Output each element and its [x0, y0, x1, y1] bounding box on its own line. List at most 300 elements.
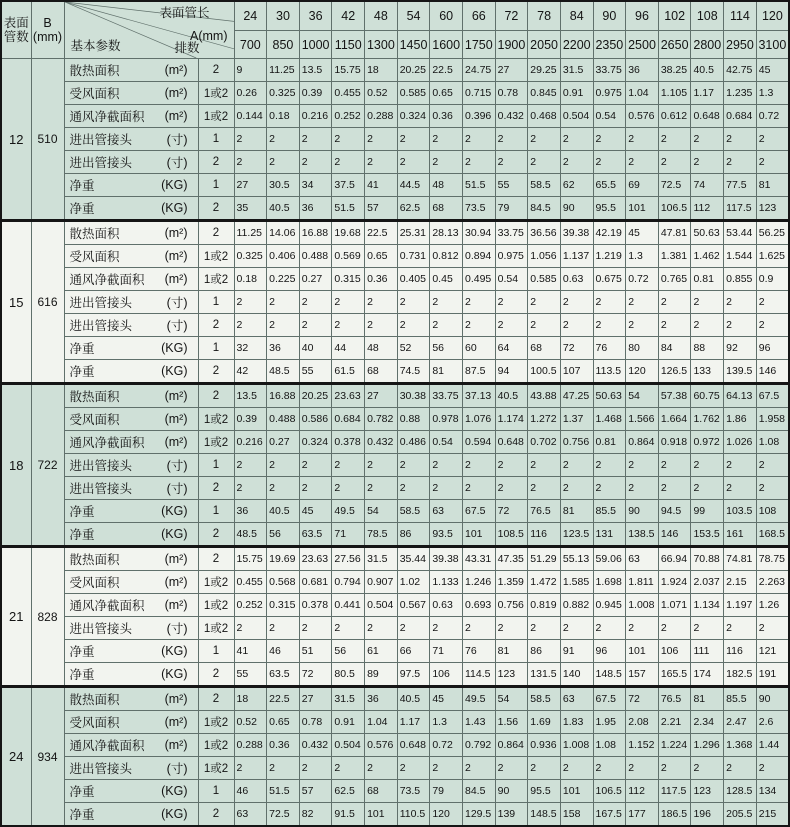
- value-cell: 64: [495, 337, 528, 360]
- value-cell: 2: [234, 757, 267, 780]
- value-cell: 97.5: [397, 663, 430, 687]
- row-rank-cell: 2: [198, 197, 234, 221]
- value-cell: 2.6: [756, 711, 789, 734]
- value-cell: 0.324: [397, 105, 430, 128]
- length-mm-header: 1600: [430, 31, 463, 59]
- value-cell: 2: [267, 454, 300, 477]
- value-cell: 1.076: [462, 408, 495, 431]
- value-cell: 68: [365, 360, 398, 384]
- value-cell: 61.5: [332, 360, 365, 384]
- value-cell: 2: [462, 291, 495, 314]
- param-name: 净重: [69, 785, 95, 799]
- value-cell: 148.5: [528, 803, 561, 827]
- length-mm-header: 1900: [495, 31, 528, 59]
- value-cell: 71: [332, 523, 365, 547]
- value-cell: 1.174: [495, 408, 528, 431]
- param-label-cell: [64, 384, 198, 408]
- param-label-cell: [64, 734, 198, 757]
- param-unit: (KG): [161, 364, 188, 378]
- value-cell: 2: [462, 477, 495, 500]
- value-cell: 27: [365, 384, 398, 408]
- value-cell: 74.5: [397, 360, 430, 384]
- value-cell: 0.488: [299, 245, 332, 268]
- value-cell: 34: [299, 174, 332, 197]
- value-cell: 1.071: [658, 594, 691, 617]
- value-cell: 1.44: [756, 734, 789, 757]
- length-mm-header: 3100: [756, 31, 789, 59]
- param-name: 净重: [69, 505, 95, 519]
- table-row: [1, 291, 789, 314]
- value-cell: 2: [430, 477, 463, 500]
- row-rank-cell: 2: [198, 663, 234, 687]
- value-cell: 36: [299, 197, 332, 221]
- value-cell: 0.731: [397, 245, 430, 268]
- table-body: [1, 59, 789, 827]
- value-cell: 11.25: [234, 221, 267, 245]
- param-unit: (KG): [161, 178, 188, 192]
- value-cell: 2: [332, 757, 365, 780]
- value-cell: 0.455: [234, 571, 267, 594]
- value-cell: 1.134: [691, 594, 724, 617]
- row-rank-cell: 1: [198, 640, 234, 663]
- value-cell: 63.5: [299, 523, 332, 547]
- param-unit: (寸): [166, 319, 188, 333]
- value-cell: 30.5: [267, 174, 300, 197]
- value-cell: 40.5: [267, 500, 300, 523]
- value-cell: 0.81: [691, 268, 724, 291]
- value-cell: 0.72: [626, 268, 659, 291]
- value-cell: 53.44: [724, 221, 757, 245]
- value-cell: 0.432: [365, 431, 398, 454]
- value-cell: 108.5: [495, 523, 528, 547]
- value-cell: 1.197: [724, 594, 757, 617]
- value-cell: 0.45: [430, 268, 463, 291]
- value-cell: 2: [234, 314, 267, 337]
- value-cell: 2.08: [626, 711, 659, 734]
- value-cell: 2: [593, 617, 626, 640]
- value-cell: 0.63: [430, 594, 463, 617]
- value-cell: 47.35: [495, 547, 528, 571]
- value-cell: 0.405: [397, 268, 430, 291]
- value-cell: 161: [724, 523, 757, 547]
- value-cell: 100.5: [528, 360, 561, 384]
- value-cell: 2: [593, 757, 626, 780]
- value-cell: 2: [528, 454, 561, 477]
- value-cell: 36.56: [528, 221, 561, 245]
- value-cell: 60.75: [691, 384, 724, 408]
- value-cell: 42: [234, 360, 267, 384]
- value-cell: 0.702: [528, 431, 561, 454]
- param-unit: (m²): [164, 412, 188, 426]
- value-cell: 72.5: [658, 174, 691, 197]
- value-cell: 123.5: [560, 523, 593, 547]
- table-row: [1, 780, 789, 803]
- value-cell: 1.43: [462, 711, 495, 734]
- param-name: 散热面积: [69, 390, 120, 404]
- value-cell: 67.5: [462, 500, 495, 523]
- value-cell: 128.5: [724, 780, 757, 803]
- value-cell: 0.594: [462, 431, 495, 454]
- value-cell: 84.5: [462, 780, 495, 803]
- value-cell: 1.472: [528, 571, 561, 594]
- value-cell: 2: [299, 454, 332, 477]
- value-cell: 2: [332, 151, 365, 174]
- param-label-cell: [64, 291, 198, 314]
- value-cell: 32: [234, 337, 267, 360]
- value-cell: 0.945: [593, 594, 626, 617]
- value-cell: 2: [724, 757, 757, 780]
- value-cell: 2: [495, 617, 528, 640]
- value-cell: 0.325: [234, 245, 267, 268]
- value-cell: 0.468: [528, 105, 561, 128]
- value-cell: 0.432: [495, 105, 528, 128]
- value-cell: 0.18: [234, 268, 267, 291]
- param-label-cell: [64, 82, 198, 105]
- param-unit: (KG): [161, 807, 188, 821]
- value-cell: 80.5: [332, 663, 365, 687]
- length-col-header: 36: [299, 1, 332, 31]
- row-rank-cell: 1或2: [198, 571, 234, 594]
- value-cell: 13.5: [299, 59, 332, 82]
- value-cell: 63.5: [267, 663, 300, 687]
- value-cell: 55: [495, 174, 528, 197]
- value-cell: 2: [756, 151, 789, 174]
- value-cell: 2: [365, 314, 398, 337]
- value-cell: 39.38: [430, 547, 463, 571]
- table-row: [1, 640, 789, 663]
- value-cell: 2: [397, 151, 430, 174]
- header-tube-count-line1: 表面: [3, 15, 29, 30]
- value-cell: 0.18: [267, 105, 300, 128]
- value-cell: 0.36: [365, 268, 398, 291]
- value-cell: 1.02: [397, 571, 430, 594]
- table-row: [1, 547, 789, 571]
- value-cell: 76.5: [528, 500, 561, 523]
- row-rank-cell: 2: [198, 314, 234, 337]
- value-cell: 2: [560, 757, 593, 780]
- value-cell: 0.288: [234, 734, 267, 757]
- value-cell: 27: [234, 174, 267, 197]
- value-cell: 2: [430, 151, 463, 174]
- param-label-cell: [64, 617, 198, 640]
- value-cell: 0.765: [658, 268, 691, 291]
- value-cell: 2: [332, 454, 365, 477]
- value-cell: 113.5: [593, 360, 626, 384]
- value-cell: 0.91: [332, 711, 365, 734]
- value-cell: 1.296: [691, 734, 724, 757]
- value-cell: 2: [397, 291, 430, 314]
- value-cell: 72.5: [267, 803, 300, 827]
- length-col-header: 54: [397, 1, 430, 31]
- value-cell: 79: [430, 780, 463, 803]
- param-unit: (KG): [161, 527, 188, 541]
- value-cell: 87.5: [462, 360, 495, 384]
- value-cell: 40: [299, 337, 332, 360]
- param-unit: (m²): [164, 598, 188, 612]
- value-cell: 56: [267, 523, 300, 547]
- value-cell: 45: [626, 221, 659, 245]
- value-cell: 0.72: [756, 105, 789, 128]
- value-cell: 0.78: [495, 82, 528, 105]
- param-unit: (KG): [161, 201, 188, 215]
- param-name: 受风面积: [69, 413, 120, 427]
- param-name: 散热面积: [69, 227, 120, 241]
- value-cell: 106: [658, 640, 691, 663]
- value-cell: 42.75: [724, 59, 757, 82]
- value-cell: 2: [626, 757, 659, 780]
- value-cell: 129.5: [462, 803, 495, 827]
- header-b-line2: (mm): [32, 30, 63, 44]
- value-cell: 2.037: [691, 571, 724, 594]
- value-cell: 1.698: [593, 571, 626, 594]
- value-cell: 0.27: [299, 268, 332, 291]
- value-cell: 1.224: [658, 734, 691, 757]
- value-cell: 139: [495, 803, 528, 827]
- value-cell: 65.5: [593, 174, 626, 197]
- param-unit: (KG): [161, 667, 188, 681]
- param-name: 散热面积: [69, 693, 120, 707]
- value-cell: 2: [528, 291, 561, 314]
- value-cell: 2: [462, 757, 495, 780]
- value-cell: 48.5: [267, 360, 300, 384]
- value-cell: 1.137: [560, 245, 593, 268]
- value-cell: 0.612: [658, 105, 691, 128]
- param-name: 净重: [69, 645, 95, 659]
- value-cell: 18: [234, 687, 267, 711]
- row-rank-cell: 1或2: [198, 711, 234, 734]
- value-cell: 108: [756, 500, 789, 523]
- value-cell: 66: [397, 640, 430, 663]
- param-unit: (m²): [164, 715, 188, 729]
- param-label-cell: [64, 197, 198, 221]
- param-unit: (寸): [166, 296, 188, 310]
- value-cell: 19.68: [332, 221, 365, 245]
- value-cell: 2: [528, 128, 561, 151]
- value-cell: 94: [495, 360, 528, 384]
- value-cell: 2: [756, 757, 789, 780]
- param-name: 净重: [69, 202, 95, 216]
- length-mm-header: 1750: [462, 31, 495, 59]
- value-cell: 106.5: [593, 780, 626, 803]
- value-cell: 85.5: [724, 687, 757, 711]
- length-mm-header: 1450: [397, 31, 430, 59]
- value-cell: 2: [332, 314, 365, 337]
- value-cell: 0.648: [495, 431, 528, 454]
- value-cell: 37.13: [462, 384, 495, 408]
- value-cell: 2: [299, 617, 332, 640]
- param-label-cell: [64, 431, 198, 454]
- value-cell: 45: [299, 500, 332, 523]
- value-cell: 1.664: [658, 408, 691, 431]
- table-row: [1, 594, 789, 617]
- value-cell: 67.5: [593, 687, 626, 711]
- value-cell: 123: [691, 780, 724, 803]
- value-cell: 37.5: [332, 174, 365, 197]
- value-cell: 114.5: [462, 663, 495, 687]
- value-cell: 1.17: [691, 82, 724, 105]
- value-cell: 2: [560, 128, 593, 151]
- value-cell: 2: [267, 151, 300, 174]
- value-cell: 46: [234, 780, 267, 803]
- value-cell: 85.5: [593, 500, 626, 523]
- value-cell: 89: [365, 663, 398, 687]
- value-cell: 0.794: [332, 571, 365, 594]
- value-cell: 126.5: [658, 360, 691, 384]
- row-rank-cell: 1或2: [198, 594, 234, 617]
- value-cell: 56.25: [756, 221, 789, 245]
- row-rank-cell: 1或2: [198, 268, 234, 291]
- value-cell: 63: [626, 547, 659, 571]
- value-cell: 2: [691, 454, 724, 477]
- param-name: 通风净截面积: [69, 273, 145, 287]
- value-cell: 2: [365, 454, 398, 477]
- value-cell: 116: [528, 523, 561, 547]
- value-cell: 30.38: [397, 384, 430, 408]
- value-cell: 0.488: [267, 408, 300, 431]
- value-cell: 133: [691, 360, 724, 384]
- value-cell: 0.432: [299, 734, 332, 757]
- value-cell: 13.5: [234, 384, 267, 408]
- value-cell: 59.06: [593, 547, 626, 571]
- length-mm-header: 2350: [593, 31, 626, 59]
- table-row: [1, 431, 789, 454]
- value-cell: 1.95: [593, 711, 626, 734]
- header-diagonal-cell: [64, 1, 234, 59]
- row-rank-cell: 2: [198, 523, 234, 547]
- value-cell: 0.52: [234, 711, 267, 734]
- value-cell: 1.368: [724, 734, 757, 757]
- value-cell: 92: [724, 337, 757, 360]
- value-cell: 1.04: [365, 711, 398, 734]
- value-cell: 1.3: [626, 245, 659, 268]
- param-label-cell: [64, 571, 198, 594]
- value-cell: 123: [756, 197, 789, 221]
- value-cell: 1.008: [626, 594, 659, 617]
- value-cell: 15.75: [234, 547, 267, 571]
- value-cell: 2: [430, 128, 463, 151]
- param-name: 进出管接头: [69, 622, 133, 636]
- value-cell: 1.08: [756, 431, 789, 454]
- value-cell: 73.5: [397, 780, 430, 803]
- value-cell: 0.782: [365, 408, 398, 431]
- value-cell: 2: [560, 151, 593, 174]
- value-cell: 1.468: [593, 408, 626, 431]
- value-cell: 78.75: [756, 547, 789, 571]
- value-cell: 2: [495, 757, 528, 780]
- value-cell: 138.5: [626, 523, 659, 547]
- value-cell: 0.378: [299, 594, 332, 617]
- value-cell: 134: [756, 780, 789, 803]
- value-cell: 16.88: [267, 384, 300, 408]
- param-name: 受风面积: [69, 87, 120, 101]
- value-cell: 2: [365, 477, 398, 500]
- value-cell: 0.216: [299, 105, 332, 128]
- value-cell: 72: [299, 663, 332, 687]
- value-cell: 45: [756, 59, 789, 82]
- row-rank-cell: 2: [198, 59, 234, 82]
- table-row: [1, 711, 789, 734]
- table-row: [1, 500, 789, 523]
- value-cell: 168.5: [756, 523, 789, 547]
- param-unit: (m²): [164, 249, 188, 263]
- value-cell: 0.975: [593, 82, 626, 105]
- value-cell: 2: [756, 291, 789, 314]
- value-cell: 2: [299, 291, 332, 314]
- value-cell: 101: [462, 523, 495, 547]
- value-cell: 0.576: [626, 105, 659, 128]
- value-cell: 2: [658, 128, 691, 151]
- param-label-cell: [64, 174, 198, 197]
- value-cell: 111: [691, 640, 724, 663]
- value-cell: 76: [593, 337, 626, 360]
- group-b-value: 616: [31, 221, 64, 384]
- value-cell: 2: [495, 151, 528, 174]
- value-cell: 0.72: [430, 734, 463, 757]
- length-col-header: 96: [626, 1, 659, 31]
- value-cell: 0.894: [462, 245, 495, 268]
- value-cell: 123: [495, 663, 528, 687]
- value-cell: 0.684: [724, 105, 757, 128]
- value-cell: 1.246: [462, 571, 495, 594]
- value-cell: 2: [267, 477, 300, 500]
- value-cell: 81: [756, 174, 789, 197]
- param-name: 进出管接头: [69, 762, 133, 776]
- value-cell: 2: [332, 477, 365, 500]
- value-cell: 80: [626, 337, 659, 360]
- value-cell: 2: [528, 617, 561, 640]
- value-cell: 2: [560, 314, 593, 337]
- value-cell: 16.88: [299, 221, 332, 245]
- param-name: 进出管接头: [69, 319, 133, 333]
- value-cell: 2: [560, 454, 593, 477]
- table-row: [1, 360, 789, 384]
- value-cell: 2: [691, 291, 724, 314]
- value-cell: 2: [724, 477, 757, 500]
- value-cell: 31.5: [332, 687, 365, 711]
- value-cell: 0.65: [267, 711, 300, 734]
- value-cell: 0.54: [430, 431, 463, 454]
- value-cell: 2.15: [724, 571, 757, 594]
- value-cell: 0.812: [430, 245, 463, 268]
- value-cell: 29.25: [528, 59, 561, 82]
- value-cell: 1.3: [430, 711, 463, 734]
- param-name: 散热面积: [69, 64, 120, 78]
- value-cell: 0.252: [332, 105, 365, 128]
- param-name: 进出管接头: [69, 156, 133, 170]
- value-cell: 74.81: [724, 547, 757, 571]
- value-cell: 0.315: [267, 594, 300, 617]
- value-cell: 27: [495, 59, 528, 82]
- value-cell: 0.864: [626, 431, 659, 454]
- value-cell: 40.5: [397, 687, 430, 711]
- value-cell: 0.504: [332, 734, 365, 757]
- table-row: [1, 82, 789, 105]
- value-cell: 139.5: [724, 360, 757, 384]
- value-cell: 0.396: [462, 105, 495, 128]
- value-cell: 0.585: [397, 82, 430, 105]
- row-rank-cell: 1: [198, 500, 234, 523]
- table-row: [1, 268, 789, 291]
- value-cell: 2: [724, 314, 757, 337]
- row-rank-cell: 1或2: [198, 245, 234, 268]
- value-cell: 35: [234, 197, 267, 221]
- value-cell: 24.75: [462, 59, 495, 82]
- value-cell: 72: [626, 687, 659, 711]
- value-cell: 2: [626, 151, 659, 174]
- length-col-header: 66: [462, 1, 495, 31]
- value-cell: 2: [267, 128, 300, 151]
- value-cell: 107: [560, 360, 593, 384]
